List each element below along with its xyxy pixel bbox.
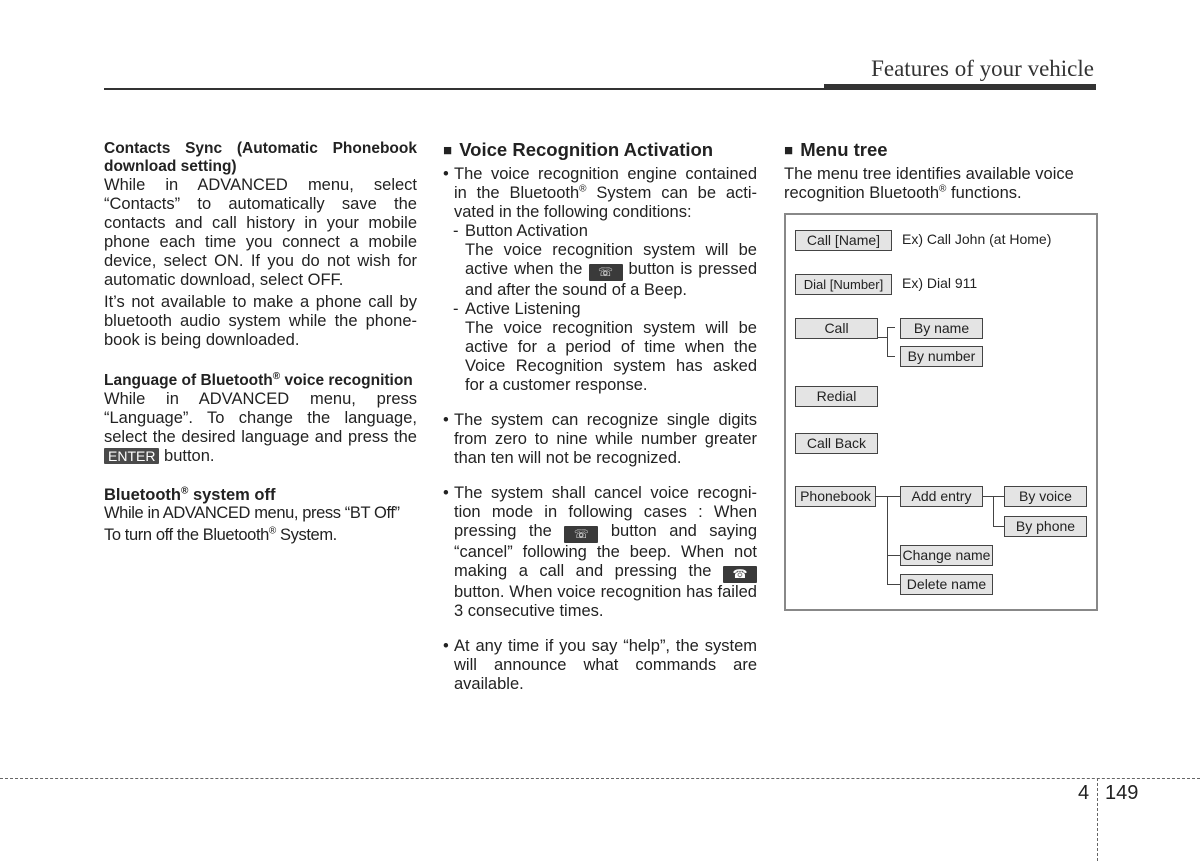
dash-active-listening: - Active Listening xyxy=(453,300,581,318)
menu-call-name: Call [Name] xyxy=(795,230,892,251)
menu-delete-name: Delete name xyxy=(900,574,993,595)
active-listening-text: The voice recognition system will be active for a period of time when the Voice Recognition system has asked for a customer response. xyxy=(465,319,757,394)
phonebook-download-note: It’s not available to make a phone call by bluetooth audio system while the phone-book is being downloaded. xyxy=(104,293,417,349)
menu-tree-diagram xyxy=(784,213,1098,611)
menu-redial: Redial xyxy=(795,386,878,407)
header-rule-accent xyxy=(824,84,1096,90)
call-name-example: Ex) Call John (at Home) xyxy=(902,231,1052,247)
menu-dial-number: Dial [Number] xyxy=(795,274,892,295)
page-header-title: Features of your vehicle xyxy=(871,56,1094,81)
menu-phonebook: Phonebook xyxy=(795,486,876,507)
column-middle xyxy=(443,140,757,694)
menu-call: Call xyxy=(795,318,878,339)
footer-rule xyxy=(0,778,1200,779)
menu-by-phone: By phone xyxy=(1004,516,1087,537)
menu-call-back: Call Back xyxy=(795,433,878,454)
bt-off-heading: Bluetooth® system off xyxy=(104,485,276,504)
page-number: 149 xyxy=(1105,782,1139,804)
menu-change-name: Change name xyxy=(900,545,993,566)
voice-activation-title: ■ Voice Recognition Activation xyxy=(443,139,714,160)
button-activation-text: The voice recognition system will be active when the ☏ button is pressed and after the sound of a Beep. xyxy=(465,241,757,299)
bullet-cancel-cases: • The system shall cancel voice recogni-tion mode in following cases : When pressing the ☏ button and saying “cancel” following the beep. When not making a call and pressing the ☎ button. When voice recognition has failed 3 consecutive times. xyxy=(443,484,757,620)
talk-button-icon: ☏ xyxy=(564,526,598,543)
menu-by-number: By number xyxy=(900,346,983,367)
column-right xyxy=(784,140,1097,611)
bt-off-line-1: While in ADVANCED menu, press “BT Off” xyxy=(104,504,400,522)
menu-tree-title: ■ Menu tree xyxy=(784,139,888,160)
column-left xyxy=(104,140,417,548)
menu-by-voice: By voice xyxy=(1004,486,1087,507)
bullet-single-digits: • The system can recognize single digits from zero to nine while number greater than ten will not be recognized. xyxy=(443,411,757,467)
contacts-sync-heading: Contacts Sync (Automatic Phonebook download setting) xyxy=(104,140,417,175)
language-heading: Language of Bluetooth® voice recognition xyxy=(104,370,413,389)
dash-button-activation: - Button Activation xyxy=(453,222,588,240)
language-paragraph: While in ADVANCED menu, press “Language”. To change the language, select the desired language and press the ENTER button. xyxy=(104,390,417,465)
bullet-engine-activation: • The voice recognition engine contained in the Bluetooth® System can be acti-vated in the following conditions: xyxy=(443,165,758,221)
bullet-help: • At any time if you say “help”, the system will announce what commands are available. xyxy=(443,637,757,693)
enter-key-icon: ENTER xyxy=(104,448,159,464)
talk-button-icon: ☏ xyxy=(589,264,623,281)
dial-number-example: Ex) Dial 911 xyxy=(902,275,978,291)
menu-add-entry: Add entry xyxy=(900,486,983,507)
chapter-number: 4 xyxy=(1078,782,1090,804)
bt-off-line-2: To turn off the Bluetooth® System. xyxy=(104,525,337,544)
menu-tree-intro: The menu tree identifies available voice recognition Bluetooth® functions. xyxy=(784,165,1074,202)
footer-divider xyxy=(1097,778,1098,861)
contacts-sync-paragraph: While in ADVANCED menu, select “Contacts” to automatically save the contacts and call history in your mobile phone each time you connect a mobile device, select ON. If you do not wish for automatic download, select OFF. xyxy=(104,176,417,289)
menu-by-name: By name xyxy=(900,318,983,339)
end-call-button-icon: ☎ xyxy=(723,566,757,583)
